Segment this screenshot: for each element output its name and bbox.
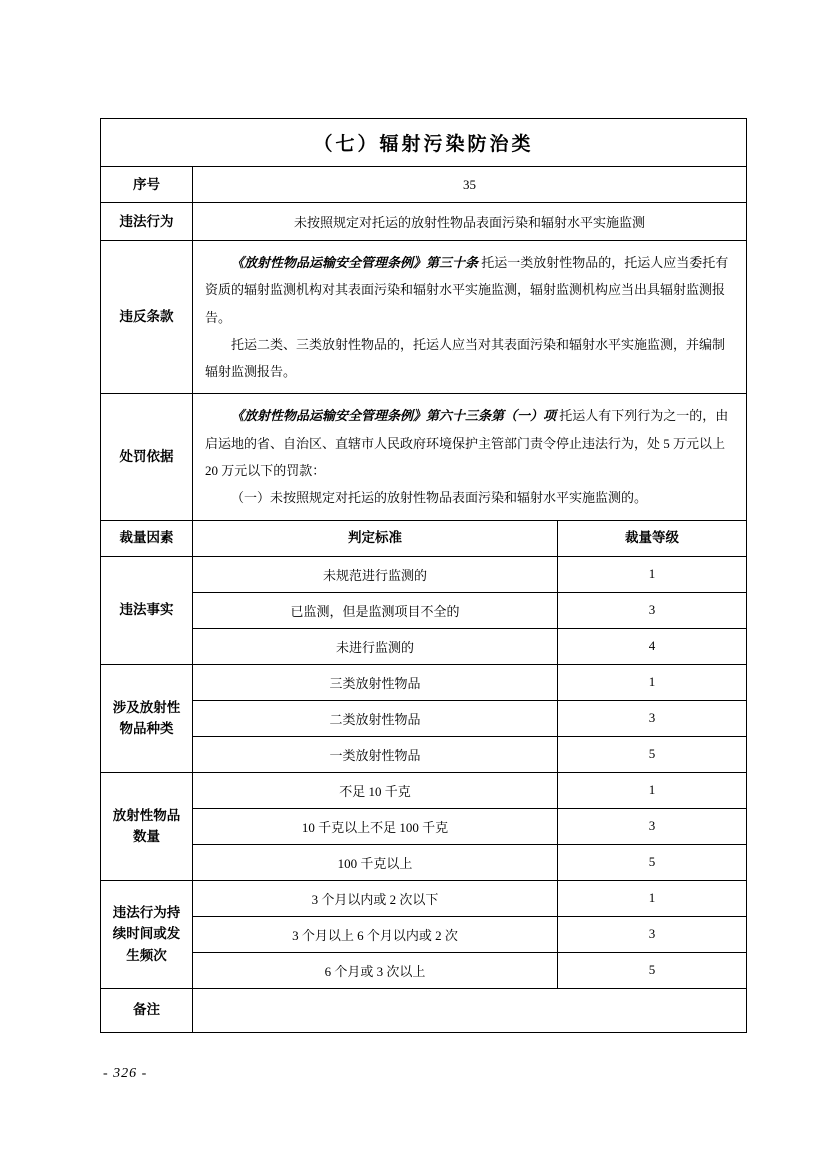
page-number: - 326 - <box>103 1066 148 1081</box>
criteria-cell: 3 个月以上 6 个月以内或 2 次 <box>193 916 558 952</box>
level-cell: 4 <box>558 628 747 664</box>
violated-clause-label: 违反条款 <box>101 241 193 394</box>
level-cell: 5 <box>558 952 747 988</box>
illegal-act-label: 违法行为 <box>101 203 193 241</box>
table-row <box>101 736 747 772</box>
factor-group-label: 放射性物品数量 <box>101 772 193 880</box>
level-cell: 1 <box>558 556 747 592</box>
penalty-discretion-table <box>100 118 747 1033</box>
table-title: （七）辐射污染防治类 <box>101 119 747 167</box>
criteria-cell: 不足 10 千克 <box>193 772 558 808</box>
factor-header-level: 裁量等级 <box>558 520 747 556</box>
factor-header-factor: 裁量因素 <box>101 520 193 556</box>
table-row <box>101 952 747 988</box>
level-cell: 1 <box>558 880 747 916</box>
violated-clause-paragraph-2: 托运二类、三类放射性物品的，托运人应当对其表面污染和辐射水平实施监测，并编制辐射监测报告。 <box>205 336 726 380</box>
criteria-cell: 已监测，但是监测项目不全的 <box>193 592 558 628</box>
level-cell: 5 <box>558 844 747 880</box>
remark-label: 备注 <box>101 988 193 1032</box>
level-cell: 3 <box>558 592 747 628</box>
violated-clause-paragraph-1 <box>205 249 734 331</box>
criteria-cell: 一类放射性物品 <box>193 736 558 772</box>
criteria-cell: 未进行监测的 <box>193 628 558 664</box>
level-cell: 3 <box>558 700 747 736</box>
factor-group-label: 违法事实 <box>101 556 193 664</box>
level-cell: 1 <box>558 664 747 700</box>
level-cell: 1 <box>558 772 747 808</box>
table-row <box>101 880 747 916</box>
penalty-basis-paragraph-1 <box>205 402 734 484</box>
level-cell: 3 <box>558 808 747 844</box>
table-row <box>101 592 747 628</box>
factor-header-criteria: 判定标准 <box>193 520 558 556</box>
factor-group-label: 涉及放射性物品种类 <box>101 664 193 772</box>
criteria-cell: 10 千克以上不足 100 千克 <box>193 808 558 844</box>
penalty-basis-label: 处罚依据 <box>101 394 193 520</box>
penalty-basis-law-ref: 《放射性物品运输安全管理条例》第六十三条第（一）项 <box>231 408 557 424</box>
violated-clause-law-ref: 《放射性物品运输安全管理条例》第三十条 <box>231 255 479 270</box>
table-row <box>101 556 747 592</box>
table-row <box>101 664 747 700</box>
table-row <box>101 772 747 808</box>
table-row <box>101 808 747 844</box>
penalty-basis-content <box>193 394 747 520</box>
level-cell: 5 <box>558 736 747 772</box>
criteria-cell: 三类放射性物品 <box>193 664 558 700</box>
remark-value <box>193 988 747 1032</box>
factor-group-label: 违法行为持续时间或发生频次 <box>101 880 193 988</box>
table-row <box>101 628 747 664</box>
criteria-cell: 3 个月以内或 2 次以下 <box>193 880 558 916</box>
table-row <box>101 700 747 736</box>
level-cell: 3 <box>558 916 747 952</box>
serial-value: 35 <box>193 167 747 203</box>
penalty-basis-paragraph-1-text: 托运人有下列行为之一的，由启运地的省、自治区、直辖市人民政府环境保护主管部门责令停止违法行为，处 5 万元以上 20 万元以下的罚款： <box>205 408 729 479</box>
illegal-act-value: 未按照规定对托运的放射性物品表面污染和辐射水平实施监测 <box>193 203 747 241</box>
violated-clause-paragraph-1-text: 托运一类放射性物品的，托运人应当委托有资质的辐射监测机构对其表面污染和辐射水平实施监测，辐射监测机构应当出具辐射监测报告。 <box>205 255 729 325</box>
criteria-cell: 未规范进行监测的 <box>193 556 558 592</box>
table-row <box>101 916 747 952</box>
table-row <box>101 844 747 880</box>
criteria-cell: 二类放射性物品 <box>193 700 558 736</box>
criteria-cell: 100 千克以上 <box>193 844 558 880</box>
penalty-basis-paragraph-2: （一）未按照规定对托运的放射性物品表面污染和辐射水平实施监测的。 <box>231 490 648 506</box>
violated-clause-content <box>193 241 747 394</box>
criteria-cell: 6 个月或 3 次以上 <box>193 952 558 988</box>
serial-label: 序号 <box>101 167 193 203</box>
